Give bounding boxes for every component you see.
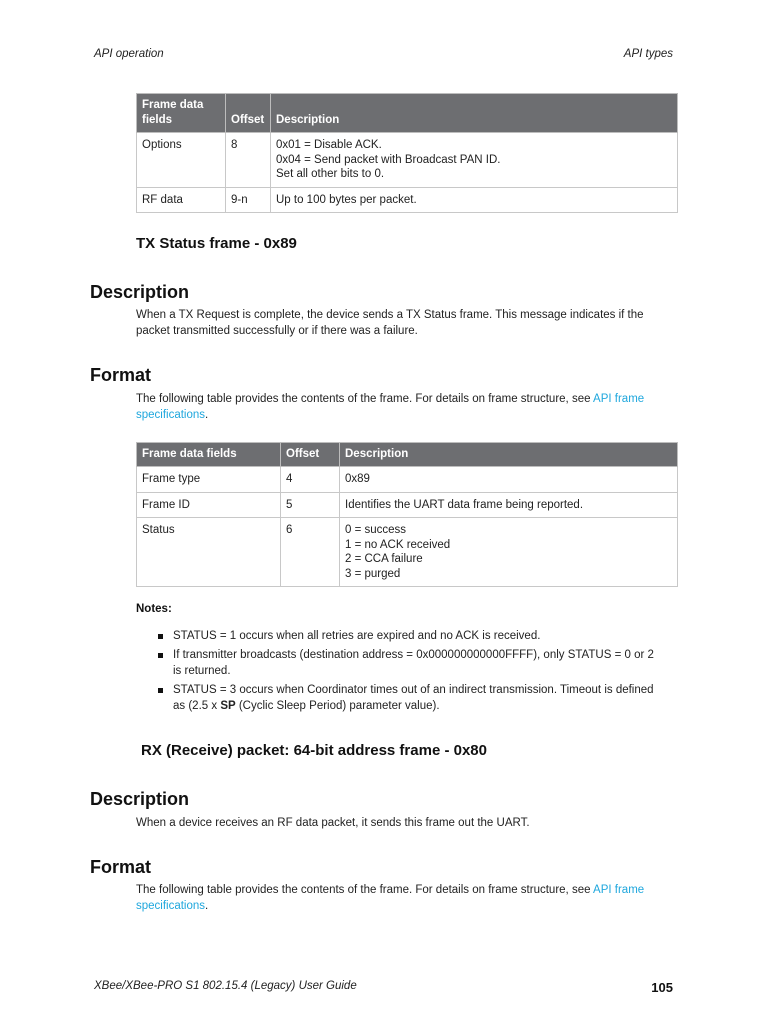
list-item: STATUS = 1 occurs when all retries are expired and no ACK is received. (136, 628, 696, 644)
running-header-left: API operation (94, 48, 164, 60)
section-heading-format: Format (90, 365, 152, 385)
frame-title-rx-packet: RX (Receive) packet: 64-bit address frame - 0x80 (141, 742, 487, 759)
section-heading-format: Format (90, 857, 152, 877)
col-header-description: Description (340, 443, 678, 467)
bullet-icon (158, 634, 163, 639)
bullet-icon (158, 653, 163, 658)
field-cell: RF data (137, 187, 226, 213)
field-cell: Frame type (137, 467, 281, 493)
description-cell: Identifies the UART data frame being reported. (340, 492, 678, 518)
offset-cell: 6 (281, 518, 340, 587)
field-cell: Status (137, 518, 281, 587)
frame-title-tx-status: TX Status frame - 0x89 (136, 235, 297, 252)
notes-list (136, 628, 696, 717)
api-frame-specifications-link[interactable]: API frame (593, 393, 645, 405)
notes-label: Notes: (136, 603, 172, 615)
col-header-offset: Offset (281, 443, 340, 467)
bullet-icon (158, 688, 163, 693)
format-paragraph: The following table provides the contents of the frame. For details on frame structure, see API frame specifications. (136, 393, 645, 421)
tx-status-frame-table (136, 442, 678, 587)
table-row (137, 187, 678, 213)
table-row (137, 518, 678, 587)
api-frame-specifications-link[interactable]: API frame (593, 884, 645, 896)
description-cell: 0x01 = Disable ACK. 0x04 = Send packet with Broadcast PAN ID. Set all other bits to 0. (271, 133, 678, 188)
table-row (137, 492, 678, 518)
section-heading-description: Description (90, 282, 190, 302)
description-paragraph: When a TX Request is complete, the device sends a TX Status frame. This message indicates if the packet transmitted successfully or if there was a failure. (136, 309, 644, 337)
section-heading-description: Description (90, 789, 190, 809)
list-item: STATUS = 3 occurs when Coordinator times out of an indirect transmission. Timeout is defined as (2.5 x SP (Cyclic Sleep Period) parameter value). (136, 682, 696, 714)
col-header-offset: Offset (226, 94, 271, 133)
list-item: If transmitter broadcasts (destination address = 0x000000000000FFFF), only STATUS = 0 or 2 is returned. (136, 647, 696, 679)
description-cell: 0x89 (340, 467, 678, 493)
running-header-right: API types (623, 48, 673, 60)
page-number: 105 (651, 980, 673, 995)
table-row (137, 467, 678, 493)
offset-cell: 9-n (226, 187, 271, 213)
api-frame-specifications-link-cont[interactable]: specifications (136, 900, 206, 912)
description-cell: 0 = success 1 = no ACK received 2 = CCA failure 3 = purged (340, 518, 678, 587)
col-header-fields: Frame data fields (137, 94, 226, 133)
frame-table-continued (136, 93, 678, 213)
field-cell: Options (137, 133, 226, 188)
field-cell: Frame ID (137, 492, 281, 518)
offset-cell: 4 (281, 467, 340, 493)
offset-cell: 5 (281, 492, 340, 518)
description-cell: Up to 100 bytes per packet. (271, 187, 678, 213)
offset-cell: 8 (226, 133, 271, 188)
footer-guide-title: XBee/XBee-PRO S1 802.15.4 (Legacy) User Guide (94, 980, 357, 992)
col-header-fields: Frame data fields (137, 443, 281, 467)
api-frame-specifications-link-cont[interactable]: specifications (136, 409, 206, 421)
description-paragraph: When a device receives an RF data packet, it sends this frame out the UART. (136, 817, 530, 829)
table-row (137, 133, 678, 188)
col-header-description: Description (271, 94, 678, 133)
format-paragraph: The following table provides the contents of the frame. For details on frame structure, see API frame specifications. (136, 884, 645, 912)
